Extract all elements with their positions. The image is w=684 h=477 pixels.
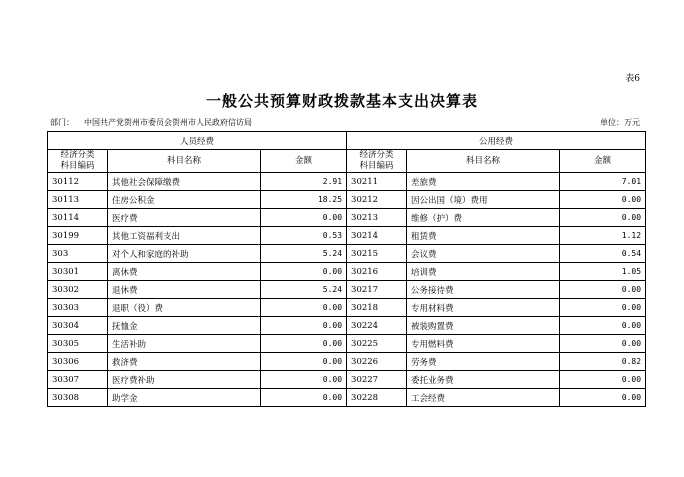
table-row	[48, 263, 646, 281]
left-name-cell: 其他社会保障缴费	[108, 173, 261, 191]
table-row	[48, 317, 646, 335]
group-header-row	[48, 132, 646, 150]
left-code-cell: 30302	[48, 281, 108, 299]
table-body	[48, 173, 646, 407]
page-title: 一般公共预算财政拨款基本支出决算表	[205, 92, 478, 110]
right-amount-header: 金额	[560, 150, 646, 173]
left-name-cell: 退职（役）费	[108, 299, 261, 317]
right-code-cell: 30211	[347, 173, 407, 191]
right-amount-cell: 0.00	[560, 335, 646, 353]
left-code-cell: 30304	[48, 317, 108, 335]
left-amount-cell: 18.25	[261, 191, 347, 209]
right-name-cell: 因公出国（境）费用	[407, 191, 560, 209]
table-row	[48, 209, 646, 227]
left-amount-cell: 0.00	[261, 371, 347, 389]
table-row	[48, 191, 646, 209]
right-name-cell: 工会经费	[407, 389, 560, 407]
right-code-cell: 30215	[347, 245, 407, 263]
right-name-cell: 会议费	[407, 245, 560, 263]
left-amount-cell: 0.00	[261, 299, 347, 317]
right-amount-cell: 0.82	[560, 353, 646, 371]
table-row	[48, 173, 646, 191]
left-amount-cell: 5.24	[261, 281, 347, 299]
table-number: 表6	[625, 74, 640, 84]
left-name-cell: 离休费	[108, 263, 261, 281]
left-name-cell: 住房公积金	[108, 191, 261, 209]
right-amount-cell: 0.00	[560, 317, 646, 335]
left-code-cell: 30114	[48, 209, 108, 227]
right-amount-cell: 1.05	[560, 263, 646, 281]
table-row	[48, 389, 646, 407]
table-row	[48, 371, 646, 389]
right-amount-cell: 7.01	[560, 173, 646, 191]
left-amount-cell: 5.24	[261, 245, 347, 263]
right-amount-cell: 0.00	[560, 191, 646, 209]
right-code-cell: 30224	[347, 317, 407, 335]
public-group-header: 公用经费	[347, 132, 646, 150]
code-header-line1: 经济分类	[359, 150, 394, 160]
table-row	[48, 227, 646, 245]
left-name-cell: 医疗费	[108, 209, 261, 227]
right-name-cell: 委托业务费	[407, 371, 560, 389]
left-code-cell: 30308	[48, 389, 108, 407]
expenditure-table	[47, 131, 646, 407]
right-name-cell: 劳务费	[407, 353, 560, 371]
right-code-cell: 30214	[347, 227, 407, 245]
table-row	[48, 299, 646, 317]
left-amount-cell: 0.00	[261, 335, 347, 353]
left-amount-cell: 0.00	[261, 263, 347, 281]
left-code-header	[48, 150, 108, 173]
right-code-cell: 30218	[347, 299, 407, 317]
right-name-cell: 培训费	[407, 263, 560, 281]
left-name-cell: 救济费	[108, 353, 261, 371]
right-amount-cell: 0.00	[560, 281, 646, 299]
right-amount-cell: 0.00	[560, 299, 646, 317]
left-name-cell: 抚恤金	[108, 317, 261, 335]
right-amount-cell: 1.12	[560, 227, 646, 245]
left-name-header: 科目名称	[108, 150, 261, 173]
left-name-cell: 医疗费补助	[108, 371, 261, 389]
left-amount-cell: 0.00	[261, 353, 347, 371]
code-header-line1: 经济分类	[60, 150, 95, 160]
right-name-cell: 租赁费	[407, 227, 560, 245]
left-name-cell: 生活补助	[108, 335, 261, 353]
left-amount-cell: 0.00	[261, 389, 347, 407]
right-code-cell: 30226	[347, 353, 407, 371]
left-amount-cell: 0.00	[261, 209, 347, 227]
left-amount-cell: 0.53	[261, 227, 347, 245]
left-name-cell: 退休费	[108, 281, 261, 299]
left-code-cell: 30112	[48, 173, 108, 191]
right-code-header	[347, 150, 407, 173]
left-amount-header: 金额	[261, 150, 347, 173]
right-amount-cell: 0.00	[560, 389, 646, 407]
left-code-cell: 30306	[48, 353, 108, 371]
department-name: 中国共产党贺州市委员会贺州市人民政府信访局	[84, 118, 252, 127]
right-name-cell: 公务接待费	[407, 281, 560, 299]
table-row	[48, 281, 646, 299]
left-code-cell: 303	[48, 245, 108, 263]
right-name-header: 科目名称	[407, 150, 560, 173]
right-amount-cell: 0.00	[560, 209, 646, 227]
left-name-cell: 对个人和家庭的补助	[108, 245, 261, 263]
left-code-cell: 30305	[48, 335, 108, 353]
right-name-cell: 维修（护）费	[407, 209, 560, 227]
unit-label: 单位：万元	[600, 118, 640, 127]
personnel-group-header: 人员经费	[48, 132, 347, 150]
column-header-row	[48, 150, 646, 173]
left-code-cell: 30301	[48, 263, 108, 281]
right-code-cell: 30228	[347, 389, 407, 407]
left-code-cell: 30199	[48, 227, 108, 245]
left-code-cell: 30307	[48, 371, 108, 389]
left-name-cell: 其他工资福利支出	[108, 227, 261, 245]
table-row	[48, 335, 646, 353]
right-code-cell: 30212	[347, 191, 407, 209]
code-header-line2: 科目编码	[359, 161, 394, 171]
table-row	[48, 353, 646, 371]
right-name-cell: 专用材料费	[407, 299, 560, 317]
right-code-cell: 30217	[347, 281, 407, 299]
right-code-cell: 30225	[347, 335, 407, 353]
left-name-cell: 助学金	[108, 389, 261, 407]
left-amount-cell: 2.91	[261, 173, 347, 191]
department-label: 部门：	[50, 118, 74, 127]
right-code-cell: 30227	[347, 371, 407, 389]
right-name-cell: 被装购置费	[407, 317, 560, 335]
right-name-cell: 专用燃料费	[407, 335, 560, 353]
left-amount-cell: 0.00	[261, 317, 347, 335]
table-row	[48, 245, 646, 263]
right-amount-cell: 0.54	[560, 245, 646, 263]
right-code-cell: 30213	[347, 209, 407, 227]
department-line	[50, 117, 252, 128]
right-code-cell: 30216	[347, 263, 407, 281]
left-code-cell: 30113	[48, 191, 108, 209]
right-name-cell: 差旅费	[407, 173, 560, 191]
left-code-cell: 30303	[48, 299, 108, 317]
code-header-line2: 科目编码	[60, 161, 95, 171]
right-amount-cell: 0.00	[560, 371, 646, 389]
